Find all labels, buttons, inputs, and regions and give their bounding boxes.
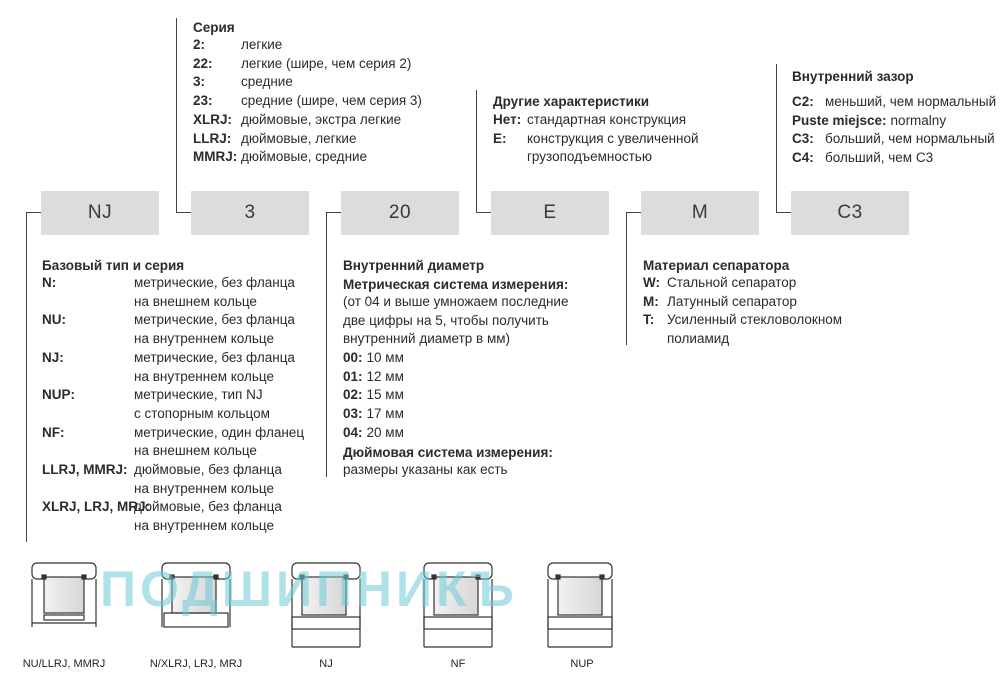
series-item: 3: средние bbox=[193, 74, 293, 90]
base-title: Базовый тип и серия bbox=[42, 258, 185, 273]
clearance-title: Внутренний зазор bbox=[792, 69, 914, 84]
clearance-item: C4: больший, чем C3 bbox=[792, 150, 934, 166]
clearance-item: C3: больший, чем нормальный bbox=[792, 131, 995, 147]
other-item: Нет: стандартная конструкция bbox=[493, 112, 687, 127]
connector-c3-v bbox=[776, 64, 777, 213]
base-item: NF: метрические, один фланец на внешнем кольце bbox=[42, 424, 305, 459]
series-item: MMRJ: дюймовые, средние bbox=[193, 149, 368, 165]
connector-e-v bbox=[476, 90, 477, 213]
bore-title: Внутренний диаметр bbox=[343, 258, 485, 273]
connector-m-h bbox=[626, 212, 641, 213]
series-item: 22: легкие (шире, чем серия 2) bbox=[193, 55, 412, 71]
bore-item: 04: 20 мм bbox=[343, 424, 404, 440]
diagram-caption: NJ bbox=[319, 658, 333, 670]
bore-inch-subtitle: Дюймовая система измерения: bbox=[343, 445, 553, 460]
base-list bbox=[42, 274, 304, 536]
diagram-caption: NF bbox=[450, 658, 466, 670]
cage-item: T: Усиленный стекловолокном полиамид bbox=[643, 312, 843, 347]
connector-e-h bbox=[476, 212, 491, 213]
bore-list bbox=[343, 349, 404, 443]
series-item: 2: легкие bbox=[193, 37, 283, 52]
bore-inch-note: размеры указаны как есть bbox=[343, 462, 508, 477]
connector-m-v bbox=[626, 212, 627, 345]
connector-bore-v bbox=[326, 212, 327, 477]
code-box-m: M bbox=[641, 191, 759, 235]
base-item: N: метрические, без фланца на внешнем кольце bbox=[42, 275, 295, 309]
series-item: XLRJ: дюймовые, экстра легкие bbox=[193, 111, 402, 127]
cage-item: M: Латунный сепаратор bbox=[643, 293, 797, 309]
bore-item: 02: 15 мм bbox=[343, 387, 404, 403]
series-list bbox=[193, 36, 422, 167]
code-box-nj: NJ bbox=[41, 191, 159, 235]
cage-title: Материал сепаратора bbox=[643, 258, 790, 273]
code-box-c3: C3 bbox=[791, 191, 909, 235]
code-box-e: E bbox=[491, 191, 609, 235]
code-box-bore: 20 bbox=[341, 191, 459, 235]
series-item: 23: средние (шире, чем серия 3) bbox=[193, 93, 422, 109]
base-item: XLRJ, LRJ, MRJ: дюймовые, без фланца на внутреннем кольце bbox=[42, 499, 282, 534]
bore-item: 00: 10 мм bbox=[343, 350, 404, 365]
cage-list bbox=[643, 274, 842, 349]
diagram-caption: N/XLRJ, LRJ, MRJ bbox=[149, 658, 243, 670]
bore-item: 03: 17 мм bbox=[343, 406, 404, 422]
connector-series-h bbox=[176, 212, 191, 213]
base-item: LLRJ, MMRJ: дюймовые, без фланца на внутреннем кольце bbox=[42, 462, 282, 496]
diagram-nu bbox=[32, 563, 96, 627]
cage-item: W: Стальной сепаратор bbox=[643, 275, 797, 290]
base-item: NUP: метрические, тип NJ с стопорным кольцом bbox=[42, 387, 270, 421]
series-title: Серия bbox=[193, 20, 235, 35]
other-list bbox=[493, 111, 699, 167]
other-title: Другие характеристики bbox=[493, 94, 650, 109]
diagram-nup bbox=[548, 563, 612, 647]
bore-metric-subtitle: Метрическая система измерения: bbox=[343, 277, 569, 292]
connector-bore-h bbox=[326, 212, 341, 213]
diagram-caption: NU/LLRJ, MMRJ bbox=[22, 658, 106, 670]
base-item: NJ: метрические, без фланца на внутреннем кольце bbox=[42, 349, 295, 384]
bore-metric-note: (от 04 и выше умножаем последние две цифры на 5, чтобы получить внутренний диаметр в мм) bbox=[343, 294, 569, 347]
connector-series-v bbox=[176, 18, 177, 213]
series-item: LLRJ: дюймовые, легкие bbox=[193, 130, 357, 146]
base-item: NU: метрические, без фланца на внутреннем кольце bbox=[42, 312, 295, 347]
connector-nj-h bbox=[26, 212, 41, 213]
code-box-series: 3 bbox=[191, 191, 309, 235]
other-item: E: конструкция с увеличенной грузоподъемностью bbox=[493, 130, 699, 165]
watermark: ПОДШИПНИКЪ bbox=[100, 561, 518, 617]
clearance-list bbox=[792, 93, 996, 168]
clearance-item: C2: меньший, чем нормальный bbox=[792, 94, 997, 109]
clearance-item: Puste miejsce: normalny bbox=[792, 112, 947, 128]
diagram-caption: NUP bbox=[570, 658, 594, 670]
connector-nj-v bbox=[26, 212, 27, 542]
bore-item: 01: 12 мм bbox=[343, 368, 404, 384]
connector-c3-h bbox=[776, 212, 791, 213]
